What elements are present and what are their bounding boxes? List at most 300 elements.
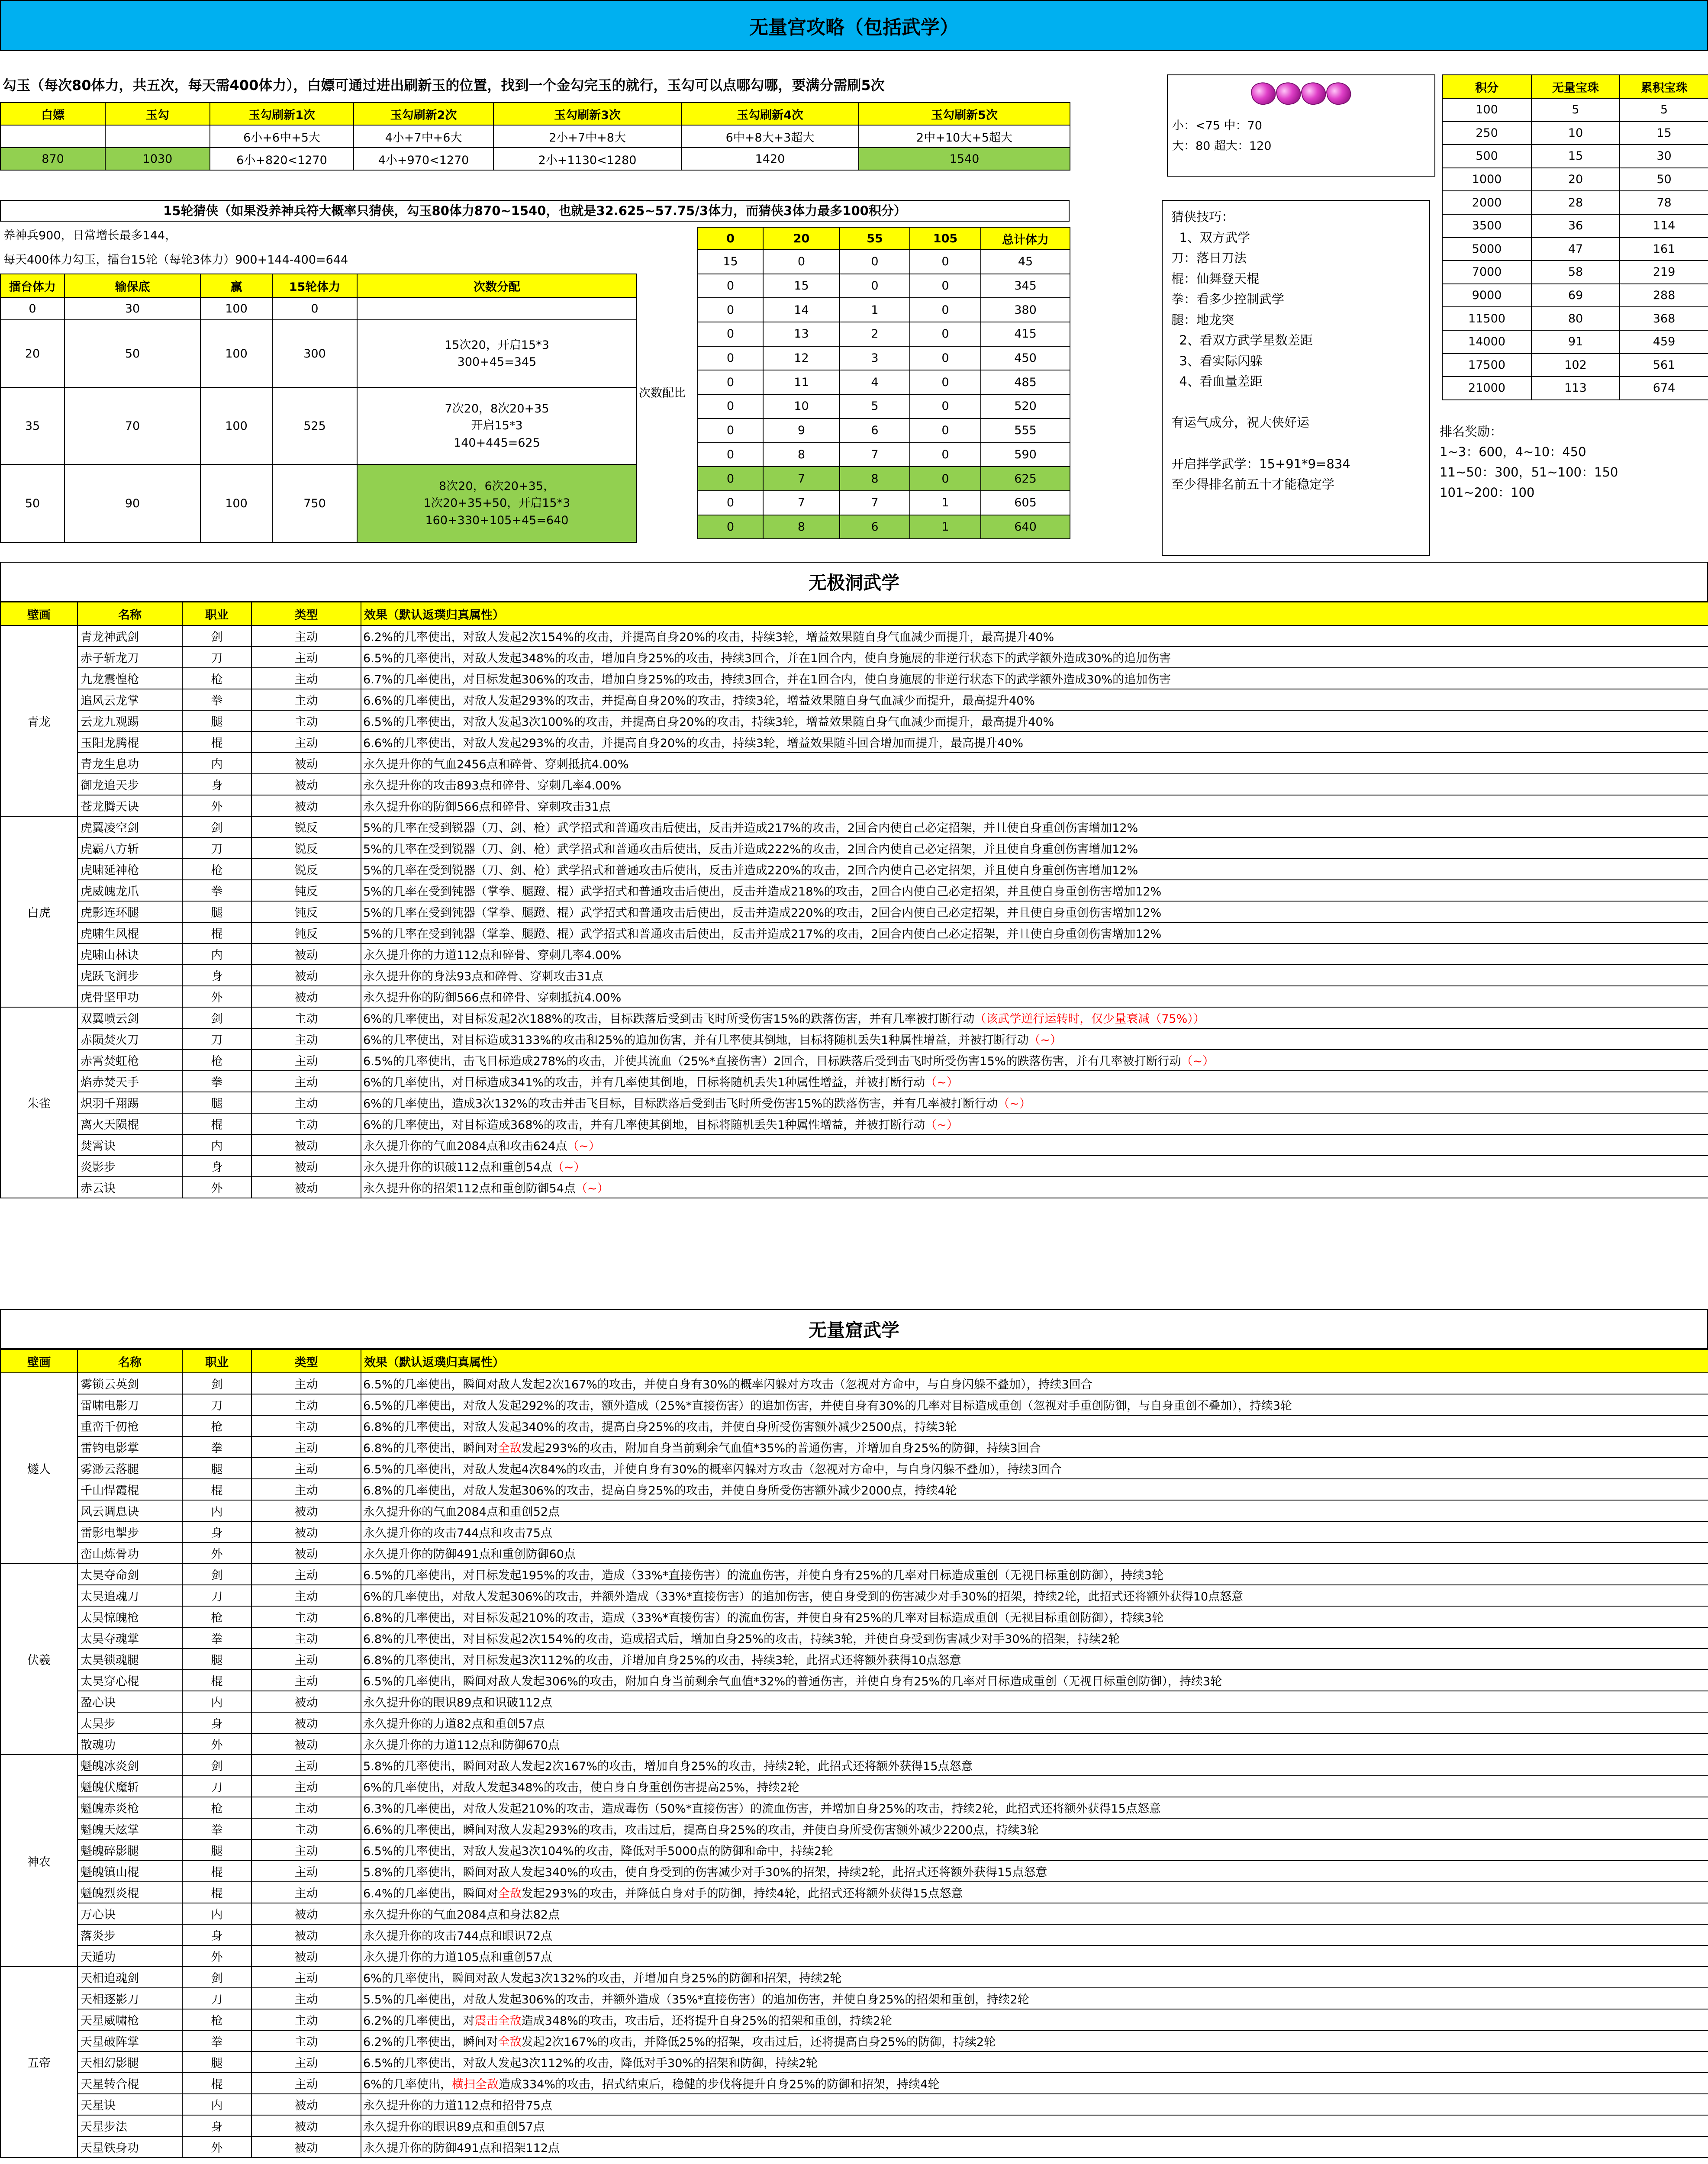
grotto-skill-effect: [361, 1776, 1708, 1797]
grotto-skill-effect: [361, 1861, 1708, 1882]
grotto-skill-type: 被动: [251, 2136, 361, 2158]
grotto-skill-effect: [361, 1691, 1708, 1712]
grotto-skill-type: 被动: [251, 1924, 361, 1945]
dist-cell: 0: [840, 274, 910, 298]
wuji-skill-type: 被动: [251, 944, 361, 965]
jade-cell: 6中+8大+3超大: [681, 125, 859, 148]
wuji-skill-type: 主动: [251, 1113, 361, 1134]
section-title-wuji-cave: 无极洞武学: [0, 562, 1708, 602]
grotto-effect-text: 永久提升你的攻击744点和攻击75点: [363, 1526, 552, 1540]
arena-cell: 100: [200, 297, 272, 320]
score-cell: 368: [1620, 307, 1708, 330]
arena-head: 输保底: [64, 274, 200, 297]
wuji-skill-name: 苍龙腾天诀: [77, 795, 182, 816]
grotto-skill-name: 太昊惊魄枪: [77, 1606, 182, 1627]
dist-cell: 0: [840, 250, 910, 274]
grotto-skill-effect: [361, 1606, 1708, 1627]
grotto-skill-class: 棍: [182, 1479, 251, 1500]
dist-cell: 11: [763, 370, 840, 394]
wuji-skill-name: 焰赤焚天手: [77, 1071, 182, 1092]
wuji-effect-highlight: （~）: [567, 1140, 600, 1153]
grotto-skill-effect: [361, 1924, 1708, 1945]
grotto-head: 效果（默认返璞归真属性）: [361, 1349, 1708, 1373]
grotto-skill-type: 主动: [251, 1479, 361, 1500]
jade-cell: 870: [0, 148, 105, 170]
score-cell: 5000: [1442, 238, 1531, 261]
score-cell: 5: [1531, 98, 1620, 122]
dist-cell: 0: [698, 322, 763, 346]
grotto-skill-type: 主动: [251, 1585, 361, 1606]
wuji-skill-type: 被动: [251, 795, 361, 816]
score-cell: 3500: [1442, 214, 1531, 238]
grotto-effect-text: 6%的几率使出，对敌人发起306%的攻击，并额外造成（33%*直接伤害）的追加伤害，使自身受到的伤害减少对手30%的招架，持续2轮，此招式还将额外获得10点怒意: [363, 1590, 1244, 1604]
wuji-skill-effect: [361, 1156, 1708, 1177]
arena-cell: 50: [0, 464, 64, 542]
wuji-effect-text: 6.2%的几率使出，对敌人发起2次154%的攻击，并提高自身20%的攻击，持续3轮，增益效果随自身气血减少而提升，最高提升40%: [363, 631, 1054, 644]
grotto-effect-text: 6%的几率使出，: [363, 2078, 452, 2091]
score-cell: 80: [1531, 307, 1620, 330]
wuji-skill-name: 赤子斩龙刀: [77, 647, 182, 668]
grotto-effect-highlight: 横扫全敌: [451, 2078, 499, 2091]
wuji-effect-text: 永久提升你的识破112点和重创54点: [363, 1161, 552, 1174]
wuji-skill-name: 虎啸延神枪: [77, 859, 182, 880]
dist-cell: 380: [981, 298, 1070, 322]
wuji-skill-class: 身: [182, 965, 251, 986]
dist-cell: 2: [840, 322, 910, 346]
wuji-skill-type: 主动: [251, 625, 361, 647]
wuji-head: 壁画: [0, 602, 77, 625]
grotto-skill-class: 剑: [182, 1373, 251, 1394]
score-cell: 1000: [1442, 168, 1531, 191]
wuji-head: 类型: [251, 602, 361, 625]
section-title-wuliang-grotto: 无量窟武学: [0, 1309, 1708, 1349]
dist-cell: 0: [910, 322, 981, 346]
grotto-head: 职业: [182, 1349, 251, 1373]
wuji-effect-text: 5%的几率在受到钝器（掌拳、腿蹬、棍）武学招式和普通攻击后使出，反击并造成220%的攻击，2回合内使自己必定招架，并且使自身重创伤害增加12%: [363, 906, 1162, 920]
wuji-skill-class: 棍: [182, 731, 251, 753]
grotto-effect-text: 6.2%的几率使出，对: [363, 2014, 475, 2028]
grotto-skill-name: 风云调息诀: [77, 1500, 182, 1521]
dist-cell: 0: [698, 515, 763, 539]
grotto-skill-effect: [361, 1436, 1708, 1458]
wuji-mural: 白虎: [0, 816, 77, 1007]
grotto-skill-class: 身: [182, 1924, 251, 1945]
dist-cell: 4: [840, 370, 910, 394]
arena-cell: 300: [272, 320, 357, 387]
wuji-skill-effect: [361, 986, 1708, 1007]
dist-cell: 485: [981, 370, 1070, 394]
wuji-skill-type: 主动: [251, 1092, 361, 1113]
grotto-skill-name: 雷钧电影掌: [77, 1436, 182, 1458]
grotto-skill-type: 主动: [251, 1882, 361, 1903]
grotto-mural: 伏羲: [0, 1564, 77, 1755]
grotto-skill-class: 外: [182, 2136, 251, 2158]
grotto-effect-text: 永久提升你的力道105点和重创57点: [363, 1951, 552, 1964]
dist-cell: 14: [763, 298, 840, 322]
wuji-skill-name: 虎骨坚甲功: [77, 986, 182, 1007]
wuji-skill-effect: [361, 625, 1708, 647]
wuji-skill-name: 赤云诀: [77, 1177, 182, 1198]
wuji-skill-effect: [361, 647, 1708, 668]
dist-cell: 625: [981, 467, 1070, 491]
wuji-mural: 朱雀: [0, 1007, 77, 1198]
wuji-skill-effect: [361, 753, 1708, 774]
grotto-skill-class: 内: [182, 1500, 251, 1521]
grotto-skill-effect: [361, 1839, 1708, 1861]
grotto-skill-name: 峦山炼骨功: [77, 1542, 182, 1564]
grotto-skill-class: 腿: [182, 1458, 251, 1479]
grotto-skill-class: 棍: [182, 1670, 251, 1691]
jade-cell: [0, 125, 105, 148]
wuji-skill-effect: [361, 837, 1708, 859]
grotto-skill-type: 被动: [251, 1733, 361, 1755]
jade-cell: [105, 125, 210, 148]
wuji-effect-text: 6%的几率使出，对目标造成341%的攻击，并有几率使其倒地，目标将随机丢失1种属性增益，并被打断行动: [363, 1076, 925, 1089]
wuji-skill-name: 离火天陨棍: [77, 1113, 182, 1134]
arena-cell: 20: [0, 320, 64, 387]
grotto-skill-type: 主动: [251, 1797, 361, 1818]
grotto-skill-type: 主动: [251, 1436, 361, 1458]
grotto-skill-name: 太昊追魂刀: [77, 1585, 182, 1606]
dist-cell: 0: [698, 346, 763, 370]
grotto-skill-name: 太昊夺命剑: [77, 1564, 182, 1585]
grotto-skill-type: 主动: [251, 2030, 361, 2051]
score-cell: 100: [1442, 98, 1531, 122]
wuji-skill-type: 钝反: [251, 922, 361, 944]
dist-cell: 6: [840, 419, 910, 443]
grotto-skill-effect: [361, 2094, 1708, 2115]
wuji-skill-effect: [361, 901, 1708, 922]
grotto-skill-class: 拳: [182, 1627, 251, 1649]
grotto-effect-text: 6.8%的几率使出，瞬间对: [363, 1442, 498, 1455]
grotto-skill-effect: [361, 2115, 1708, 2136]
score-cell: 21000: [1442, 377, 1531, 400]
wuji-skill-effect: [361, 859, 1708, 880]
grotto-effect-text: 永久提升你的力道82点和重创57点: [363, 1717, 545, 1731]
grotto-skill-effect: [361, 1733, 1708, 1755]
arena-cell: 35: [0, 387, 64, 464]
score-cell: 250: [1442, 122, 1531, 145]
grotto-skill-type: 主动: [251, 1861, 361, 1882]
dist-cell: 15: [763, 274, 840, 298]
wuji-skill-effect: [361, 731, 1708, 753]
grotto-skill-class: 身: [182, 1521, 251, 1542]
score-cell: 36: [1531, 214, 1620, 238]
grotto-skill-type: 主动: [251, 1988, 361, 2009]
score-cell: 58: [1531, 261, 1620, 284]
wuji-skill-class: 枪: [182, 668, 251, 689]
grotto-skill-effect: [361, 2136, 1708, 2158]
grotto-skill-name: 魁魄冰炎剑: [77, 1755, 182, 1776]
wuji-effect-text: 永久提升你的气血2084点和攻击624点: [363, 1140, 567, 1153]
wuji-skill-class: 腿: [182, 710, 251, 731]
dist-cell: 0: [698, 443, 763, 467]
gem-legend-1: 小：<75 中：70: [1172, 119, 1262, 132]
arena-cell: 100: [200, 320, 272, 387]
wuji-skill-name: 虎影连环腿: [77, 901, 182, 922]
grotto-effect-text: 6.8%的几率使出，对敌人发起340%的攻击，提高自身25%的攻击，并使自身所受伤害额外减少2500点，持续3轮: [363, 1420, 957, 1434]
wuji-effect-text: 6.6%的几率使出，对敌人发起293%的攻击，并提高自身20%的攻击，持续3轮，增益效果随自身气血减少而提升，最高提升40%: [363, 694, 1035, 708]
wuji-skill-type: 主动: [251, 689, 361, 710]
grotto-skill-name: 万心诀: [77, 1903, 182, 1924]
dist-cell: 555: [981, 419, 1070, 443]
arena-cell: 30: [64, 297, 200, 320]
grotto-effect-text: 6.5%的几率使出，对敌人发起3次104%的攻击，降低对手5000点的防御和命中，持续2轮: [363, 1845, 833, 1858]
dist-cell: 590: [981, 443, 1070, 467]
grotto-skill-effect: [361, 1945, 1708, 1967]
arena-head: 赢: [200, 274, 272, 297]
dist-label: 次数配比: [639, 386, 686, 400]
wuji-skill-effect: [361, 816, 1708, 837]
wuji-skill-effect: [361, 922, 1708, 944]
wuji-skill-class: 身: [182, 1156, 251, 1177]
wuji-skill-type: 被动: [251, 753, 361, 774]
wuji-effect-highlight: （~）: [925, 1076, 958, 1089]
score-cell: 10: [1531, 122, 1620, 145]
wuji-head: 职业: [182, 602, 251, 625]
score-cell: 288: [1620, 284, 1708, 307]
grotto-mural: 神农: [0, 1755, 77, 1967]
wuji-skill-type: 主动: [251, 1007, 361, 1028]
dist-cell: 15: [698, 250, 763, 274]
dist-cell: 7: [840, 443, 910, 467]
grotto-skill-class: 腿: [182, 1839, 251, 1861]
grotto-skill-type: 主动: [251, 2051, 361, 2073]
dist-cell: 0: [698, 467, 763, 491]
wuji-skill-table: [0, 602, 1708, 1198]
score-cell: 2000: [1442, 191, 1531, 214]
wuji-skill-effect: [361, 1177, 1708, 1198]
grotto-skill-effect: [361, 1394, 1708, 1415]
jade-head: 玉勾刷新1次: [210, 103, 354, 125]
grotto-skill-name: 天相追魂剑: [77, 1967, 182, 1988]
jade-cell: 2小+7中+8大: [493, 125, 681, 148]
grotto-skill-name: 盈心诀: [77, 1691, 182, 1712]
wuji-skill-name: 虎啸山林诀: [77, 944, 182, 965]
dist-head: 55: [840, 227, 910, 250]
gem-legend-2: 大：80 超大：120: [1172, 139, 1272, 153]
jade-cell: 6小+820<1270: [210, 148, 354, 170]
wuji-skill-name: 青龙神武剑: [77, 625, 182, 647]
grotto-skill-effect: [361, 1479, 1708, 1500]
jade-head: 玉勾刷新3次: [493, 103, 681, 125]
section-title-wuliang-palace: 无量宫攻略（包括武学）: [0, 0, 1708, 51]
grotto-skill-class: 刀: [182, 1988, 251, 2009]
wuji-skill-effect: [361, 710, 1708, 731]
dist-cell: 0: [910, 467, 981, 491]
score-head: 无量宝珠: [1531, 75, 1620, 98]
grotto-skill-effect: [361, 1500, 1708, 1521]
dist-cell: 1: [910, 491, 981, 515]
grotto-skill-effect: [361, 2009, 1708, 2030]
wuji-effect-highlight: （~）: [1028, 1034, 1062, 1047]
grotto-skill-type: 被动: [251, 1903, 361, 1924]
grotto-effect-text: 永久提升你的防御491点和重创防御60点: [363, 1548, 576, 1561]
wuji-skill-effect: [361, 880, 1708, 901]
jade-cell: 4小+970<1270: [354, 148, 493, 170]
grotto-skill-name: 重峦千仞枪: [77, 1415, 182, 1436]
grotto-effect-highlight: 全敌: [498, 1887, 522, 1900]
wuji-effect-highlight: （该武学逆行运转时，仅少量衰减（75%））: [974, 1012, 1205, 1026]
arena-cell: 100: [200, 387, 272, 464]
dist-cell: 6: [840, 515, 910, 539]
grotto-skill-effect: [361, 1585, 1708, 1606]
dist-cell: 0: [698, 298, 763, 322]
grotto-skill-class: 刀: [182, 1776, 251, 1797]
score-cell: 113: [1531, 377, 1620, 400]
wuji-effect-highlight: （~）: [1181, 1055, 1215, 1068]
dist-cell: 0: [910, 298, 981, 322]
grotto-skill-type: 主动: [251, 1818, 361, 1839]
dist-cell: 450: [981, 346, 1070, 370]
grotto-skill-type: 被动: [251, 1945, 361, 1967]
grotto-effect-text: 永久提升你的攻击744点和眼识72点: [363, 1929, 552, 1943]
jade-cell: 6小+6中+5大: [210, 125, 354, 148]
grotto-effect-text: 永久提升你的眼识89点和识破112点: [363, 1696, 552, 1710]
wuji-effect-text: 5%的几率在受到锐器（刀、剑、枪）武学招式和普通攻击后使出，反击并造成220%的攻击，2回合内使自己必定招架，并且使自身重创伤害增加12%: [363, 864, 1138, 877]
wuji-effect-text: 永久提升你的力道112点和碎骨、穿刺几率4.00%: [363, 949, 622, 962]
grotto-skill-class: 枪: [182, 1797, 251, 1818]
jade-head: 玉勾刷新2次: [354, 103, 493, 125]
grotto-effect-text: 6%的几率使出，瞬间对敌人发起3次132%的攻击，并增加自身25%的防御和招架，持续2轮: [363, 1972, 842, 1985]
wuji-effect-text: 永久提升你的身法93点和碎骨、穿刺攻击31点: [363, 970, 603, 983]
grotto-skill-effect: [361, 1458, 1708, 1479]
wuji-skill-class: 外: [182, 795, 251, 816]
grotto-skill-type: 被动: [251, 1691, 361, 1712]
wuji-skill-name: 炽羽千翔踢: [77, 1092, 182, 1113]
grotto-skill-type: 主动: [251, 2073, 361, 2094]
wuji-skill-name: 双翼喷云剑: [77, 1007, 182, 1028]
wuji-mural: 青龙: [0, 625, 77, 816]
grotto-skill-effect: [361, 1797, 1708, 1818]
wuji-effect-text: 5%的几率在受到锐器（刀、剑、枪）武学招式和普通攻击后使出，反击并造成222%的攻击，2回合内使自己必定招架，并且使自身重创伤害增加12%: [363, 843, 1138, 856]
grotto-skill-class: 外: [182, 1945, 251, 1967]
score-cell: 102: [1531, 354, 1620, 377]
grotto-skill-effect: [361, 1755, 1708, 1776]
jade-cell: 1420: [681, 148, 859, 170]
grotto-skill-class: 刀: [182, 1585, 251, 1606]
grotto-mural: 燧人: [0, 1373, 77, 1564]
grotto-skill-class: 剑: [182, 1564, 251, 1585]
wuji-skill-effect: [361, 795, 1708, 816]
jade-head: 玉勾: [105, 103, 210, 125]
arena-table: [0, 274, 637, 543]
grotto-skill-name: 太昊步: [77, 1712, 182, 1733]
grotto-skill-name: 天星转合棍: [77, 2073, 182, 2094]
arena-cell: 7次20，8次20+35 开启15*3 140+445=625: [357, 387, 637, 464]
dist-cell: 640: [981, 515, 1070, 539]
grotto-skill-class: 棍: [182, 2073, 251, 2094]
grotto-skill-type: 主动: [251, 1839, 361, 1861]
grotto-skill-effect: [361, 1903, 1708, 1924]
grotto-skill-name: 太昊夺魂掌: [77, 1627, 182, 1649]
grotto-skill-class: 棍: [182, 1882, 251, 1903]
wuji-skill-type: 主动: [251, 710, 361, 731]
jade-cell: 4小+7中+6大: [354, 125, 493, 148]
wuji-skill-effect: [361, 1050, 1708, 1071]
wuji-head: 名称: [77, 602, 182, 625]
dist-cell: 0: [698, 491, 763, 515]
dist-cell: 8: [763, 443, 840, 467]
grotto-skill-name: 雷影电掣步: [77, 1521, 182, 1542]
wuji-skill-type: 锐反: [251, 816, 361, 837]
arena-cell: [357, 297, 637, 320]
rank-rewards: 排名奖励： 1~3：600，4~10：450 11~50：300，51~100：150 101~200：100: [1440, 424, 1618, 500]
grotto-skill-name: 太昊锁魂腿: [77, 1649, 182, 1670]
grotto-skill-name: 魁魄碎影腿: [77, 1839, 182, 1861]
grotto-skill-effect: [361, 1627, 1708, 1649]
score-cell: 91: [1531, 330, 1620, 354]
grotto-skill-effect: [361, 1988, 1708, 2009]
dist-cell: 0: [763, 250, 840, 274]
arena-cell: 90: [64, 464, 200, 542]
dist-cell: 13: [763, 322, 840, 346]
dist-table: [697, 227, 1070, 539]
wuji-skill-class: 身: [182, 774, 251, 795]
dist-cell: 8: [840, 467, 910, 491]
wuji-skill-name: 九龙震惶枪: [77, 668, 182, 689]
grotto-skill-effect: [361, 1521, 1708, 1542]
grotto-skill-name: 天星诀: [77, 2094, 182, 2115]
arena-head: 次数分配: [357, 274, 637, 297]
score-cell: 15: [1531, 145, 1620, 168]
wuji-skill-effect: [361, 944, 1708, 965]
grotto-skill-type: 主动: [251, 1627, 361, 1649]
grotto-skill-class: 剑: [182, 1967, 251, 1988]
dist-cell: 1: [910, 515, 981, 539]
dist-cell: 12: [763, 346, 840, 370]
jade-head: 玉勾刷新4次: [681, 103, 859, 125]
grotto-skill-class: 内: [182, 1903, 251, 1924]
wuji-effect-text: 6%的几率使出，对目标发起2次188%的攻击，目标跌落后受到击飞时所受伤害15%的跌落伤害，并有几率被打断行动: [363, 1012, 975, 1026]
grotto-effect-text: 6.4%的几率使出，瞬间对: [363, 1887, 498, 1900]
score-cell: 28: [1531, 191, 1620, 214]
wuji-skill-type: 主动: [251, 668, 361, 689]
grotto-effect-text-tail: 造成334%的攻击，招式结束后，稳健的步伐将提升自身25%的防御和招架，持续4轮: [498, 2078, 940, 2091]
arena-head: 15轮体力: [272, 274, 357, 297]
wuji-skill-name: 赤霄焚虹枪: [77, 1050, 182, 1071]
dist-head: 20: [763, 227, 840, 250]
wuji-head: 效果（默认返璞归真属性）: [361, 602, 1708, 625]
grotto-head: 壁画: [0, 1349, 77, 1373]
grotto-skill-class: 拳: [182, 1818, 251, 1839]
dist-cell: 10: [763, 394, 840, 419]
wuji-skill-name: 玉阳龙腾棍: [77, 731, 182, 753]
arena-cell: 100: [200, 464, 272, 542]
dist-cell: 9: [763, 419, 840, 443]
dist-cell: 45: [981, 250, 1070, 274]
grotto-effect-text: 5.8%的几率使出，瞬间对敌人发起340%的攻击，使自身受到的伤害减少对手30%的招架，持续2轮，此招式还将额外获得15点怒意: [363, 1866, 1047, 1879]
grotto-skill-effect: [361, 1564, 1708, 1585]
grotto-skill-type: 被动: [251, 1712, 361, 1733]
grotto-skill-type: 主动: [251, 2009, 361, 2030]
score-cell: 17500: [1442, 354, 1531, 377]
grotto-skill-name: 天星步法: [77, 2115, 182, 2136]
grotto-skill-effect: [361, 1670, 1708, 1691]
wuji-skill-effect: [361, 965, 1708, 986]
score-head: 积分: [1442, 75, 1531, 98]
grotto-skill-effect: [361, 1649, 1708, 1670]
grotto-skill-name: 雷啸电影刀: [77, 1394, 182, 1415]
grotto-skill-type: 被动: [251, 1542, 361, 1564]
grotto-head: 类型: [251, 1349, 361, 1373]
grotto-skill-class: 内: [182, 1691, 251, 1712]
grotto-skill-class: 腿: [182, 1649, 251, 1670]
dist-cell: 0: [910, 250, 981, 274]
grotto-effect-text: 6.3%的几率使出，对敌人发起210%的攻击，造成毒伤（50%*直接伤害）的流血伤害，并增加自身25%的攻击，持续2轮，此招式还将额外获得15点怒意: [363, 1802, 1161, 1816]
grotto-effect-text: 6.5%的几率使出，瞬间对敌人发起2次167%的攻击，并使自身有30%的概率闪躲对方攻击（忽视对方命中，与自身闪躲不叠加），持续3回合: [363, 1378, 1092, 1391]
score-cell: 30: [1620, 145, 1708, 168]
